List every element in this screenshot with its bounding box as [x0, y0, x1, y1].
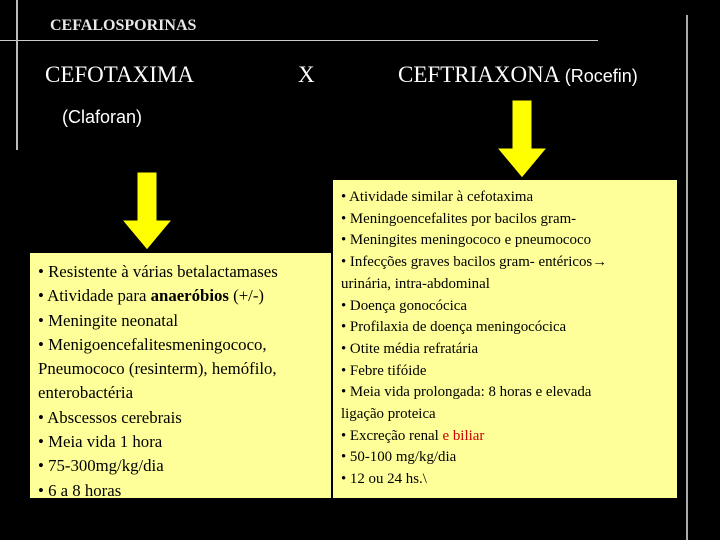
- list-item: Pneumococo (resinterm), hemófilo,: [38, 359, 277, 379]
- left-down-arrow-icon: [122, 172, 172, 250]
- cefotaxima-info-box: [30, 253, 331, 498]
- list-item: • Menigoencefalitesmeningococo,: [38, 334, 267, 354]
- top-rule: [0, 40, 598, 41]
- slide-title: CEFALOSPORINAS: [50, 17, 197, 34]
- list-item: • Excreção renal e biliar: [341, 427, 485, 444]
- left-vertical-rule: [16, 0, 18, 150]
- ceftriaxona-info-box: [333, 180, 677, 498]
- list-item: • Infecções graves bacilos gram- entéricos→: [341, 254, 608, 271]
- list-item: • Febre tifóide: [341, 362, 427, 379]
- list-item: enterobactéria: [38, 383, 134, 403]
- list-item: • Meningites meningococo e pneumococo: [341, 232, 592, 249]
- list-item: • Meningoencefalites por bacilos gram-: [341, 210, 577, 227]
- list-item: urinária, intra-abdominal: [341, 275, 490, 292]
- right-down-arrow-icon: [497, 100, 547, 178]
- list-item: • 6 a 8 horas: [38, 480, 122, 500]
- list-item: • 75-300mg/kg/dia: [38, 456, 164, 476]
- list-item: • 50-100 mg/kg/dia: [341, 449, 457, 466]
- list-item: • Meia vida prolongada: 8 horas e elevada: [341, 384, 592, 401]
- list-item: • Atividade similar à cefotaxima: [341, 189, 534, 205]
- list-item: • Atividade para anaeróbios (+/-): [38, 286, 265, 306]
- list-item: • Otite média refratária: [341, 340, 479, 357]
- right-drug-brand: (Rocefin): [564, 66, 638, 86]
- biliar-highlight: e biliar: [442, 427, 485, 444]
- list-item: • Profilaxia de doença meningocócica: [341, 319, 567, 336]
- anaerobios-emphasis: anaeróbios: [150, 286, 229, 306]
- list-item: • Meningite neonatal: [38, 310, 179, 330]
- list-item: • Meia vida 1 hora: [38, 432, 163, 452]
- list-item: • Abscessos cerebrais: [38, 407, 182, 427]
- right-drug-name: CEFTRIAXONA: [398, 62, 560, 87]
- right-vertical-rule: [686, 15, 688, 540]
- list-item: ligação proteica: [341, 406, 436, 423]
- list-item: • Resistente à várias betalactamases: [38, 262, 278, 281]
- versus-label: X: [298, 62, 315, 87]
- left-drug-brand: (Claforan): [62, 107, 143, 127]
- list-item: • 12 ou 24 hs.\: [341, 471, 427, 488]
- right-drug-heading: [398, 62, 638, 88]
- left-drug-heading: CEFOTAXIMA: [45, 62, 194, 87]
- list-item: • Doença gonocócica: [341, 297, 467, 314]
